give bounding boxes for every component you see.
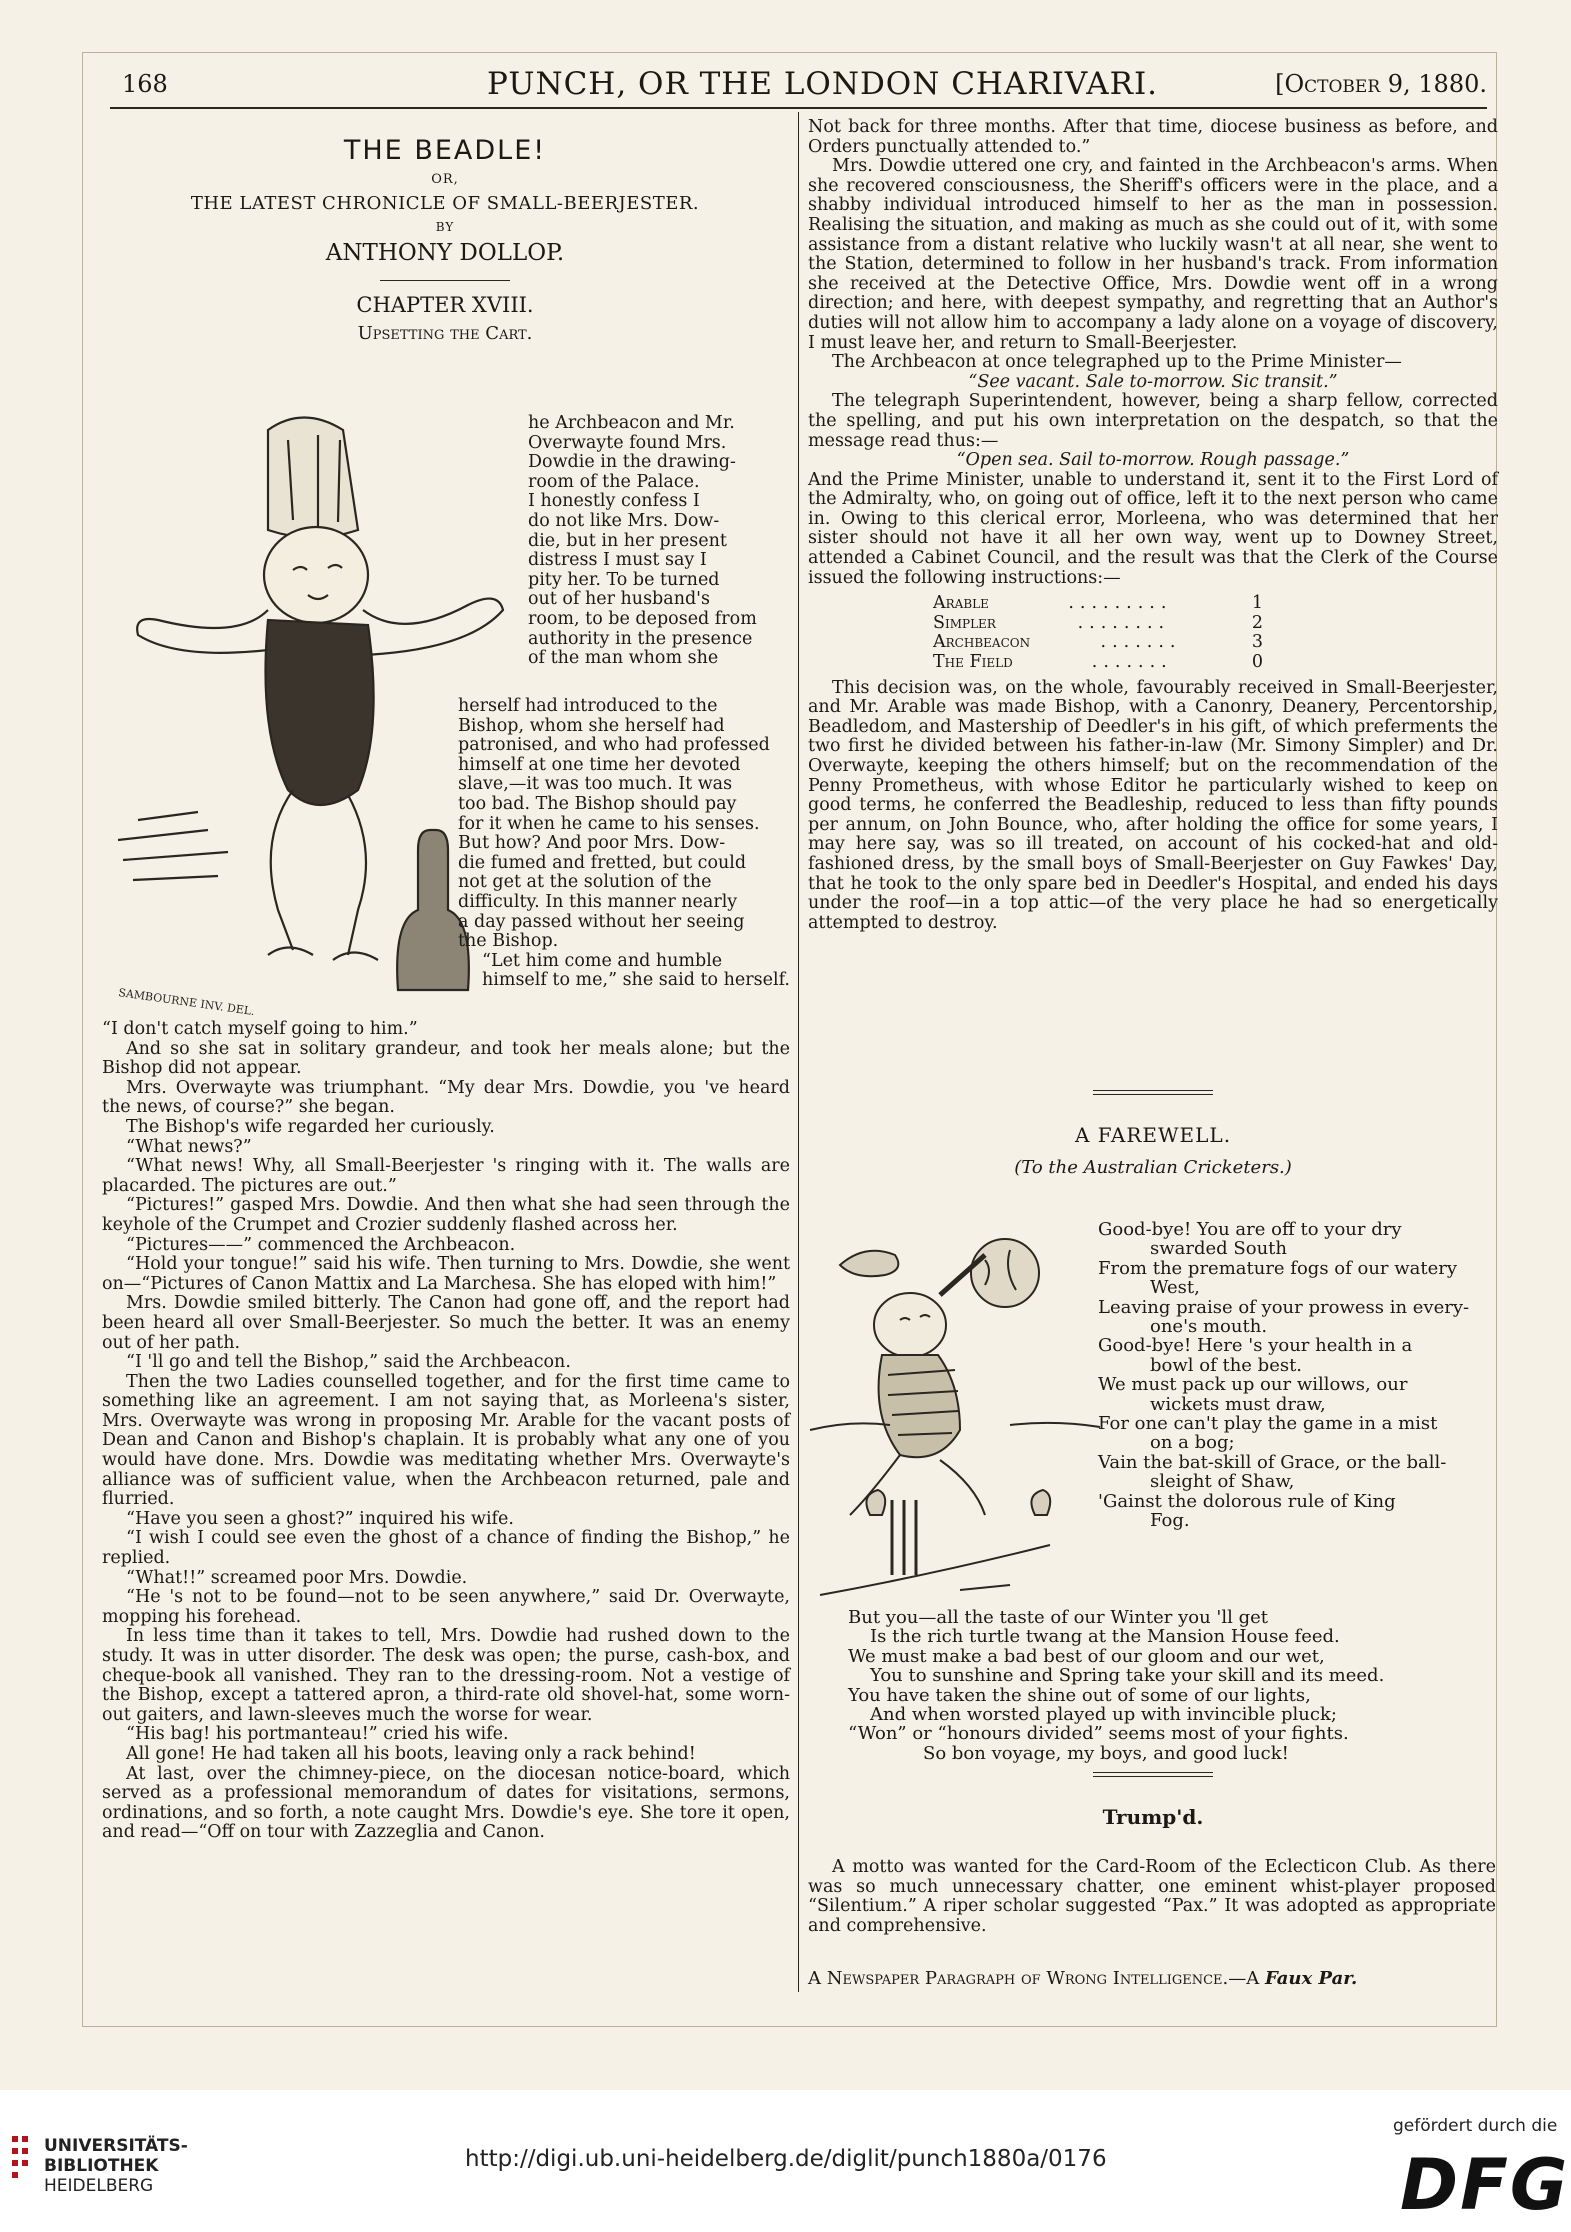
farewell-title: A FAREWELL. [1074, 1123, 1232, 1147]
trump-title: Trump'd. [1102, 1805, 1204, 1829]
text-line: Dowdie in the drawing- [528, 452, 736, 473]
text-line: Bishop, whom she herself had [458, 715, 725, 736]
paragraph: Not back for three months. After that time, diocese business as before, and Orders punctually attended to.” [808, 117, 1498, 157]
paragraph: “I don't catch myself going to him.” [102, 1019, 418, 1039]
paragraph: A motto was wanted for the Card-Room of the Eclecticon Club. As there was so much unnecessary chatter, one eminent whist-player proposed “Silentium.” A riper scholar suggested “Pax.” It was adopted as appropriate and comprehensive. [808, 1857, 1496, 1936]
text-line: a day passed without her seeing [458, 911, 745, 932]
poem-line: Good-bye! Here 's your health in a [1098, 1335, 1413, 1357]
telegram-original: “See vacant. Sale to-morrow. Sic transit.” [968, 371, 1338, 392]
paragraph: “I 'll go and tell the Bishop,” said the Archbeacon. [126, 1352, 571, 1373]
result-row: Arable ......... 1 [933, 593, 1263, 614]
text-line: die fumed and fretted, but could [458, 852, 747, 873]
page-number: 168 [122, 70, 168, 98]
faux-label: A Newspaper Paragraph of Wrong Intelligence.—A [808, 1968, 1265, 1989]
story-by: BY [435, 220, 455, 234]
poem-line: You have taken the shine out of some of our lights, [848, 1684, 1311, 1706]
text-line: he Archbeacon and Mr. [528, 413, 735, 433]
paragraph: Mrs. Overwayte was triumphant. “My dear Mrs. Dowdie, you 've heard the news, of course?” she began. [102, 1077, 790, 1118]
paragraph: “I wish I could see even the ghost of a chance of finding the Bishop,” he replied. [102, 1528, 790, 1569]
story-subtitle: THE LATEST CHRONICLE OF SMALL-BEERJESTER. [190, 193, 700, 214]
telegram-corrected: “Open sea. Sail to-morrow. Rough passage.” [956, 450, 1350, 471]
header-rule [110, 107, 1487, 109]
text-line: too bad. The Bishop should pay [458, 793, 737, 814]
story-column-left [102, 1020, 790, 1843]
permalink[interactable]: http://digi.ub.uni-heidelberg.de/diglit/punch1880a/0176 [465, 2146, 1107, 2172]
story-heading [105, 135, 785, 344]
section-rule [1093, 1772, 1213, 1777]
result-row: Archbeacon ....... 3 [933, 632, 1263, 653]
paragraph: “Pictures——” commenced the Archbeacon. [126, 1234, 516, 1255]
section-rule [1093, 1090, 1213, 1095]
paragraph: And the Prime Minister, unable to understand it, sent it to the First Lord of the Admiralty, who, on going out of office, left it to the next person who came in. Owing to this clerical error, Morleena, who was determined that her sister should not have it all her own way, went up to Downey Street, attended a Cabinet Council, and the result was that the Clerk of the Course issued the following instructions:— [808, 469, 1498, 588]
farewell-stanza-2 [848, 1608, 1498, 1763]
text-line: for it when he came to his senses. [458, 813, 760, 834]
paragraph: All gone! He had taken all his boots, leaving only a rack behind! [126, 1743, 696, 1764]
paragraph: Mrs. Dowdie smiled bitterly. The Canon had gone off, and the report had been heard all over Small-Beerjester. So much the better. It was an enemy out of her path. [102, 1293, 790, 1353]
paragraph: In less time than it takes to tell, Mrs. Dowdie had rushed down to the study. It was in utter disorder. The desk was open; the purse, cash-box, and cheque-book all vanished. They ran to the dressing-room. Not a vestige of the Bishop, except a tattered apron, a third-rate old shovel-hat, some worn-out gaiters, and lawn-sleeves much the worse for wear. [102, 1626, 790, 1725]
poem-line: We must make a bad best of our gloom and our wet, [848, 1645, 1325, 1667]
paragraph: “Have you seen a ghost?” inquired his wife. [126, 1508, 514, 1529]
digitisation-footer [0, 2090, 1571, 2232]
poem-line: bowl of the best. [1150, 1354, 1303, 1376]
chapter-number: CHAPTER XVIII. [356, 293, 534, 317]
text-line: of the man whom she [528, 648, 719, 669]
poem-line: And when worsted played up with invincible pluck; [870, 1704, 1337, 1726]
result-row: The Field ....... 0 [933, 652, 1263, 673]
poem-line: So bon voyage, my boys, and good luck! [923, 1742, 1289, 1764]
poem-line: You to sunshine and Spring take your skill and its meed. [870, 1665, 1385, 1687]
text-line: himself at one time her devoted [458, 754, 741, 775]
poem-line: 'Gainst the dolorous rule of King [1098, 1490, 1396, 1512]
heading-rule [380, 280, 510, 281]
issue-date: [October 9, 1880. [1275, 70, 1487, 98]
poem-line: Good-bye! You are off to your dry [1098, 1219, 1402, 1240]
poem-line: sleight of Shaw, [1150, 1471, 1295, 1493]
funding-note: gefördert durch die [1393, 2116, 1558, 2136]
text-line: do not like Mrs. Dow- [528, 510, 720, 531]
paragraph: And so she sat in solitary grandeur, and took her meals alone; but the Bishop did not appear. [102, 1038, 790, 1079]
paragraph: This decision was, on the whole, favourably received in Small-Beerjester, and Mr. Arable was made Bishop, with a Canonry, Deanery, Percentorship, Beadledom, and Mastership of Deedler's in his gift, of which preferments the two first he divided between his father-in-law (Mr. Simony Simpler) and Dr. Overwayte, keeping the others himself; but on the recommendation of the Penny Prometheus, with whose Editor he particularly wished to keep on good terms, he conferred the Beadleship, reduced to less than fifty pounds per annum, on John Bounce, who, after holding the office for some years, I may here say, was so ill treated, on account of his cocked-hat and old-fashioned dress, by the small boys of Small-Beerjester on Guy Fawkes' Day, that he took to the only spare bed in Deedler's Hospital, and ended his days under the roof—in a top attic—of the very place he had so energetically attempted to destroy. [808, 677, 1498, 933]
poem-line: Vain the bat-skill of Grace, or the ball- [1098, 1451, 1447, 1473]
paragraph: “He 's not to be found—not to be seen anywhere,” said Dr. Overwayte, mopping his forehead. [102, 1587, 790, 1627]
cricketer-illustration [810, 1215, 1100, 1605]
trump-body [808, 1858, 1496, 1936]
poem-line: West, [1150, 1277, 1200, 1299]
poem-line: Fog. [1150, 1510, 1190, 1532]
text-line: But how? And poor Mrs. Dow- [458, 833, 726, 854]
story-title: THE BEADLE! [343, 135, 547, 166]
paragraph: “What!!” screamed poor Mrs. Dowdie. [126, 1567, 468, 1588]
story-or: OR, [431, 172, 459, 187]
illustration-signature: SAMBOURNE INV. DEL. [117, 986, 256, 1019]
library-name: UNIVERSITÄTS- BIBLIOTHEK HEIDELBERG [44, 2136, 188, 2196]
column-rule [798, 112, 799, 1992]
text-line: out of her husband's [528, 589, 710, 610]
page-header [122, 66, 1487, 106]
poem-line: But you—all the taste of our Winter you 'll get [848, 1607, 1268, 1628]
faux-pun: Faux Par. [1264, 1968, 1358, 1989]
text-line: slave,—it was too much. It was [458, 774, 733, 795]
farewell-heading [808, 1090, 1498, 1178]
text-line: authority in the presence [528, 628, 753, 649]
farewell-subtitle: (To the Australian Cricketers.) [1014, 1157, 1292, 1178]
story-wrap-lines [458, 697, 790, 991]
text-line: herself had introduced to the [458, 696, 718, 716]
story-author: ANTHONY DOLLOP. [325, 240, 565, 266]
poem-line: Leaving praise of your prowess in every- [1098, 1296, 1470, 1318]
library-logo-icon [10, 2134, 38, 2194]
text-line: room, to be deposed from [528, 608, 757, 629]
paragraph: The Bishop's wife regarded her curiously. [126, 1116, 495, 1137]
dfg-logo: DFG [1400, 2144, 1570, 2226]
masthead: PUNCH, OR THE LONDON CHARIVARI. [487, 66, 1159, 102]
story-opening-lines [528, 414, 790, 669]
chapter-title: Upsetting the Cart. [357, 323, 533, 344]
text-line: himself to me,” she said to herself. [481, 970, 790, 991]
poem-line: one's mouth. [1150, 1316, 1268, 1338]
story-column-right [808, 118, 1498, 933]
text-line: the Bishop. [458, 931, 559, 952]
text-line: room of the Palace. [528, 471, 700, 492]
poem-line: on a bog; [1150, 1432, 1235, 1454]
paragraph: “Pictures!” gasped Mrs. Dowdie. And then what she had seen through the keyhole of the Crumpet and Crozier suddenly flashed across her. [102, 1195, 790, 1235]
text-line: patronised, and who had professed [458, 735, 770, 756]
text-line: pity her. To be turned [528, 569, 720, 590]
paragraph: “What news! Why, all Small-Beerjester 's ringing with it. The walls are placarded. The pictures are out.” [102, 1156, 790, 1196]
paragraph: “His bag! his portmanteau!” cried his wife. [126, 1724, 509, 1745]
faux-par [808, 1968, 1496, 1989]
paragraph: Then the two Ladies counselled together, and for the first time came to something like an agreement. I am not saying that, as Morleena's sister, Mrs. Overwayte was wrong in proposing Mr. Arable for the vacant posts of Dean and Canon and Bishop's chaplain. It is probably what any one of you would have done. Mrs. Dowdie was meditating whether Mrs. Overwayte's alliance was of sufficient value, when the Archbeacon returned, pale and flurried. [102, 1371, 790, 1510]
text-line: distress I must say I [528, 550, 707, 571]
paragraph: “Hold your tongue!” said his wife. Then turning to Mrs. Dowdie, she went on—“Pictures of Canon Mattix and La Marchesa. She has eloped with him!” [102, 1254, 790, 1294]
poem-line: We must pack up our willows, our [1098, 1374, 1408, 1396]
trump-heading [808, 1772, 1498, 1829]
text-line: “Let him come and humble [482, 950, 723, 971]
paragraph: The Archbeacon at once telegraphed up to the Prime Minister— [832, 352, 1402, 373]
text-line: die, but in her present [528, 530, 727, 551]
poem-line: “Won” or “honours divided” seems most of your fights. [848, 1723, 1349, 1745]
poem-line: From the premature fogs of our watery [1098, 1257, 1458, 1279]
text-line: difficulty. In this manner nearly [458, 891, 738, 912]
race-results [933, 594, 1263, 672]
poem-line: swarded South [1150, 1238, 1287, 1260]
paragraph: “What news?” [126, 1136, 252, 1157]
paragraph: The telegraph Superintendent, however, being a sharp fellow, corrected the spelling, and put his own interpretation on the despatch, so that the message read thus:— [808, 391, 1498, 451]
farewell-stanza-1 [1098, 1220, 1498, 1531]
result-row: Simpler ........ 2 [933, 612, 1263, 633]
text-line: Overwayte found Mrs. [528, 432, 727, 453]
text-line: I honestly confess I [528, 491, 700, 512]
poem-line: For one can't play the game in a mist [1098, 1413, 1438, 1435]
paragraph: At last, over the chimney-piece, on the diocesan notice-board, which served as a professional memorandum of dates for visitations, sermons, ordinations, and so forth, a note caught Mrs. Dowdie's eye. She tore it open, and read—“Off on tour with Zazzeglia and Canon. [102, 1763, 790, 1843]
poem-line: wickets must draw, [1150, 1393, 1326, 1415]
text-line: not get at the solution of the [458, 872, 712, 893]
paragraph: Mrs. Dowdie uttered one cry, and fainted in the Archbeacon's arms. When she recovered consciousness, the Sheriff's officers were in the place, and a shabby individual introduced himself to her as the man in possession. Realising the situation, and making as much as she could out of it, with some assistance from a distant relative who luckily wasn't at all near, she went to the Station, determined to follow in her husband's track. From information she received at the Detective Office, Mrs. Dowdie went off in a wrong direction; and here, with deepest sympathy, and regretting that an Author's duties will not allow him to accompany a lady alone on a voyage of discovery, I must leave her, and return to Small-Beerjester. [808, 156, 1498, 353]
poem-line: Is the rich turtle twang at the Mansion House feed. [870, 1626, 1340, 1648]
